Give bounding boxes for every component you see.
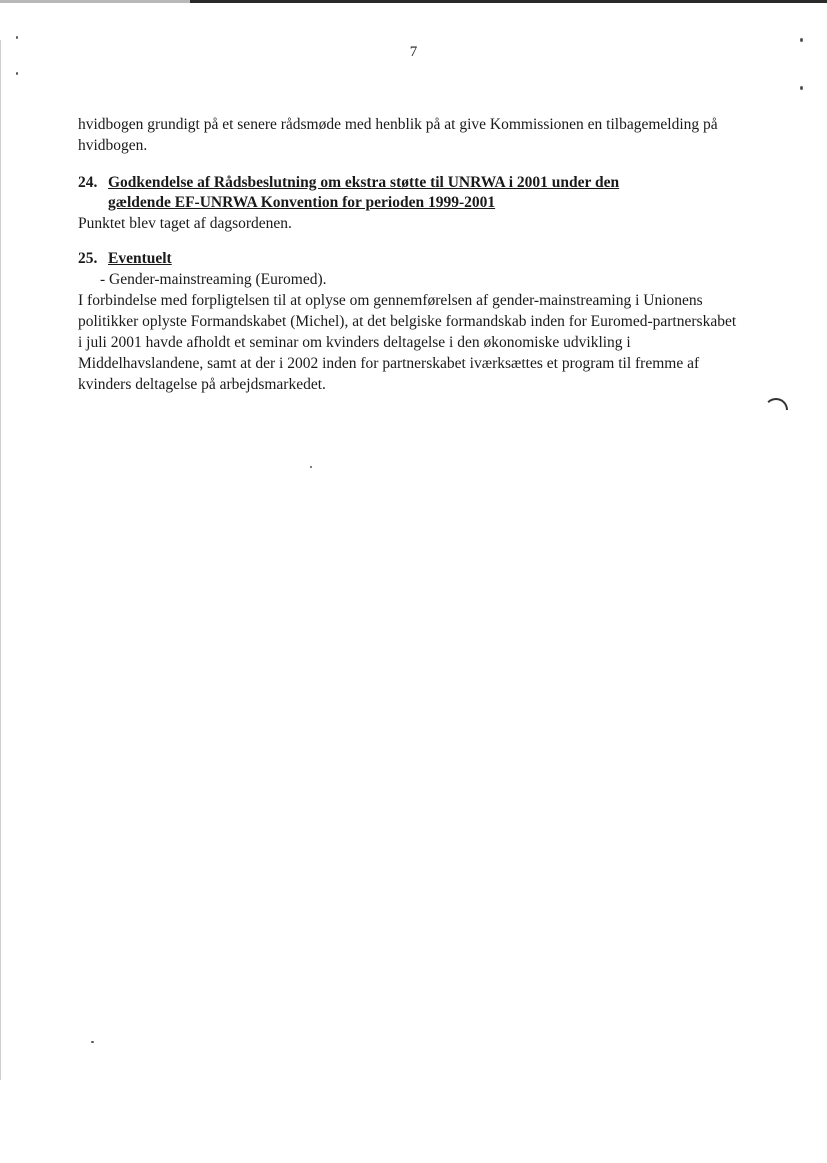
scan-speck xyxy=(16,36,18,39)
section-24-title-line1: Godkendelse af Rådsbeslutning om ekstra støtte til UNRWA i 2001 under den xyxy=(108,174,620,191)
section-25-number: 25. xyxy=(78,250,98,267)
section-24-number: 24. xyxy=(78,174,98,191)
document-body xyxy=(78,114,738,395)
section-25-body: I forbindelse med forpligtelsen til at oplyse om gennemførelsen af gender-mainstreaming i Unionens politikker oplyste Formandskabet (Michel), at det belgiske formandskab inden for Euromed-partnerskabet i juli 2001 havde afholdt et seminar om kvinders deltagelse i den økonomiske udvikling i Middelhavslandene, samt at der i 2002 inden for partnerskabet iværksættes et program til fremme af kvinders deltagelse på arbejdsmarkedet. xyxy=(78,292,737,393)
scan-speck xyxy=(16,72,18,75)
scan-top-border xyxy=(0,0,827,3)
scan-speck xyxy=(800,86,803,90)
section-25-heading xyxy=(78,249,738,269)
scan-speck xyxy=(91,1041,94,1043)
carryover-paragraph: hvidbogen grundigt på et senere rådsmøde med henblik på at give Kommissionen en tilbagemelding på hvidbogen. xyxy=(78,116,718,154)
section-25-title: Eventuelt xyxy=(108,250,172,267)
bullet-text: Gender-mainstreaming (Euromed). xyxy=(109,271,327,288)
section-24-heading xyxy=(78,173,738,213)
section-24-title-line2: gældende EF-UNRWA Konvention for perioden 1999-2001 xyxy=(108,194,496,211)
bullet-marker: - xyxy=(100,271,106,288)
page-number: 7 xyxy=(409,44,418,60)
scan-speck xyxy=(800,38,803,42)
scan-mark xyxy=(764,398,788,410)
scan-left-edge xyxy=(0,40,1,1080)
section-25-bullet xyxy=(78,269,738,290)
section-24-body: Punktet blev taget af dagsordenen. xyxy=(78,215,292,232)
scan-speck xyxy=(310,466,312,468)
